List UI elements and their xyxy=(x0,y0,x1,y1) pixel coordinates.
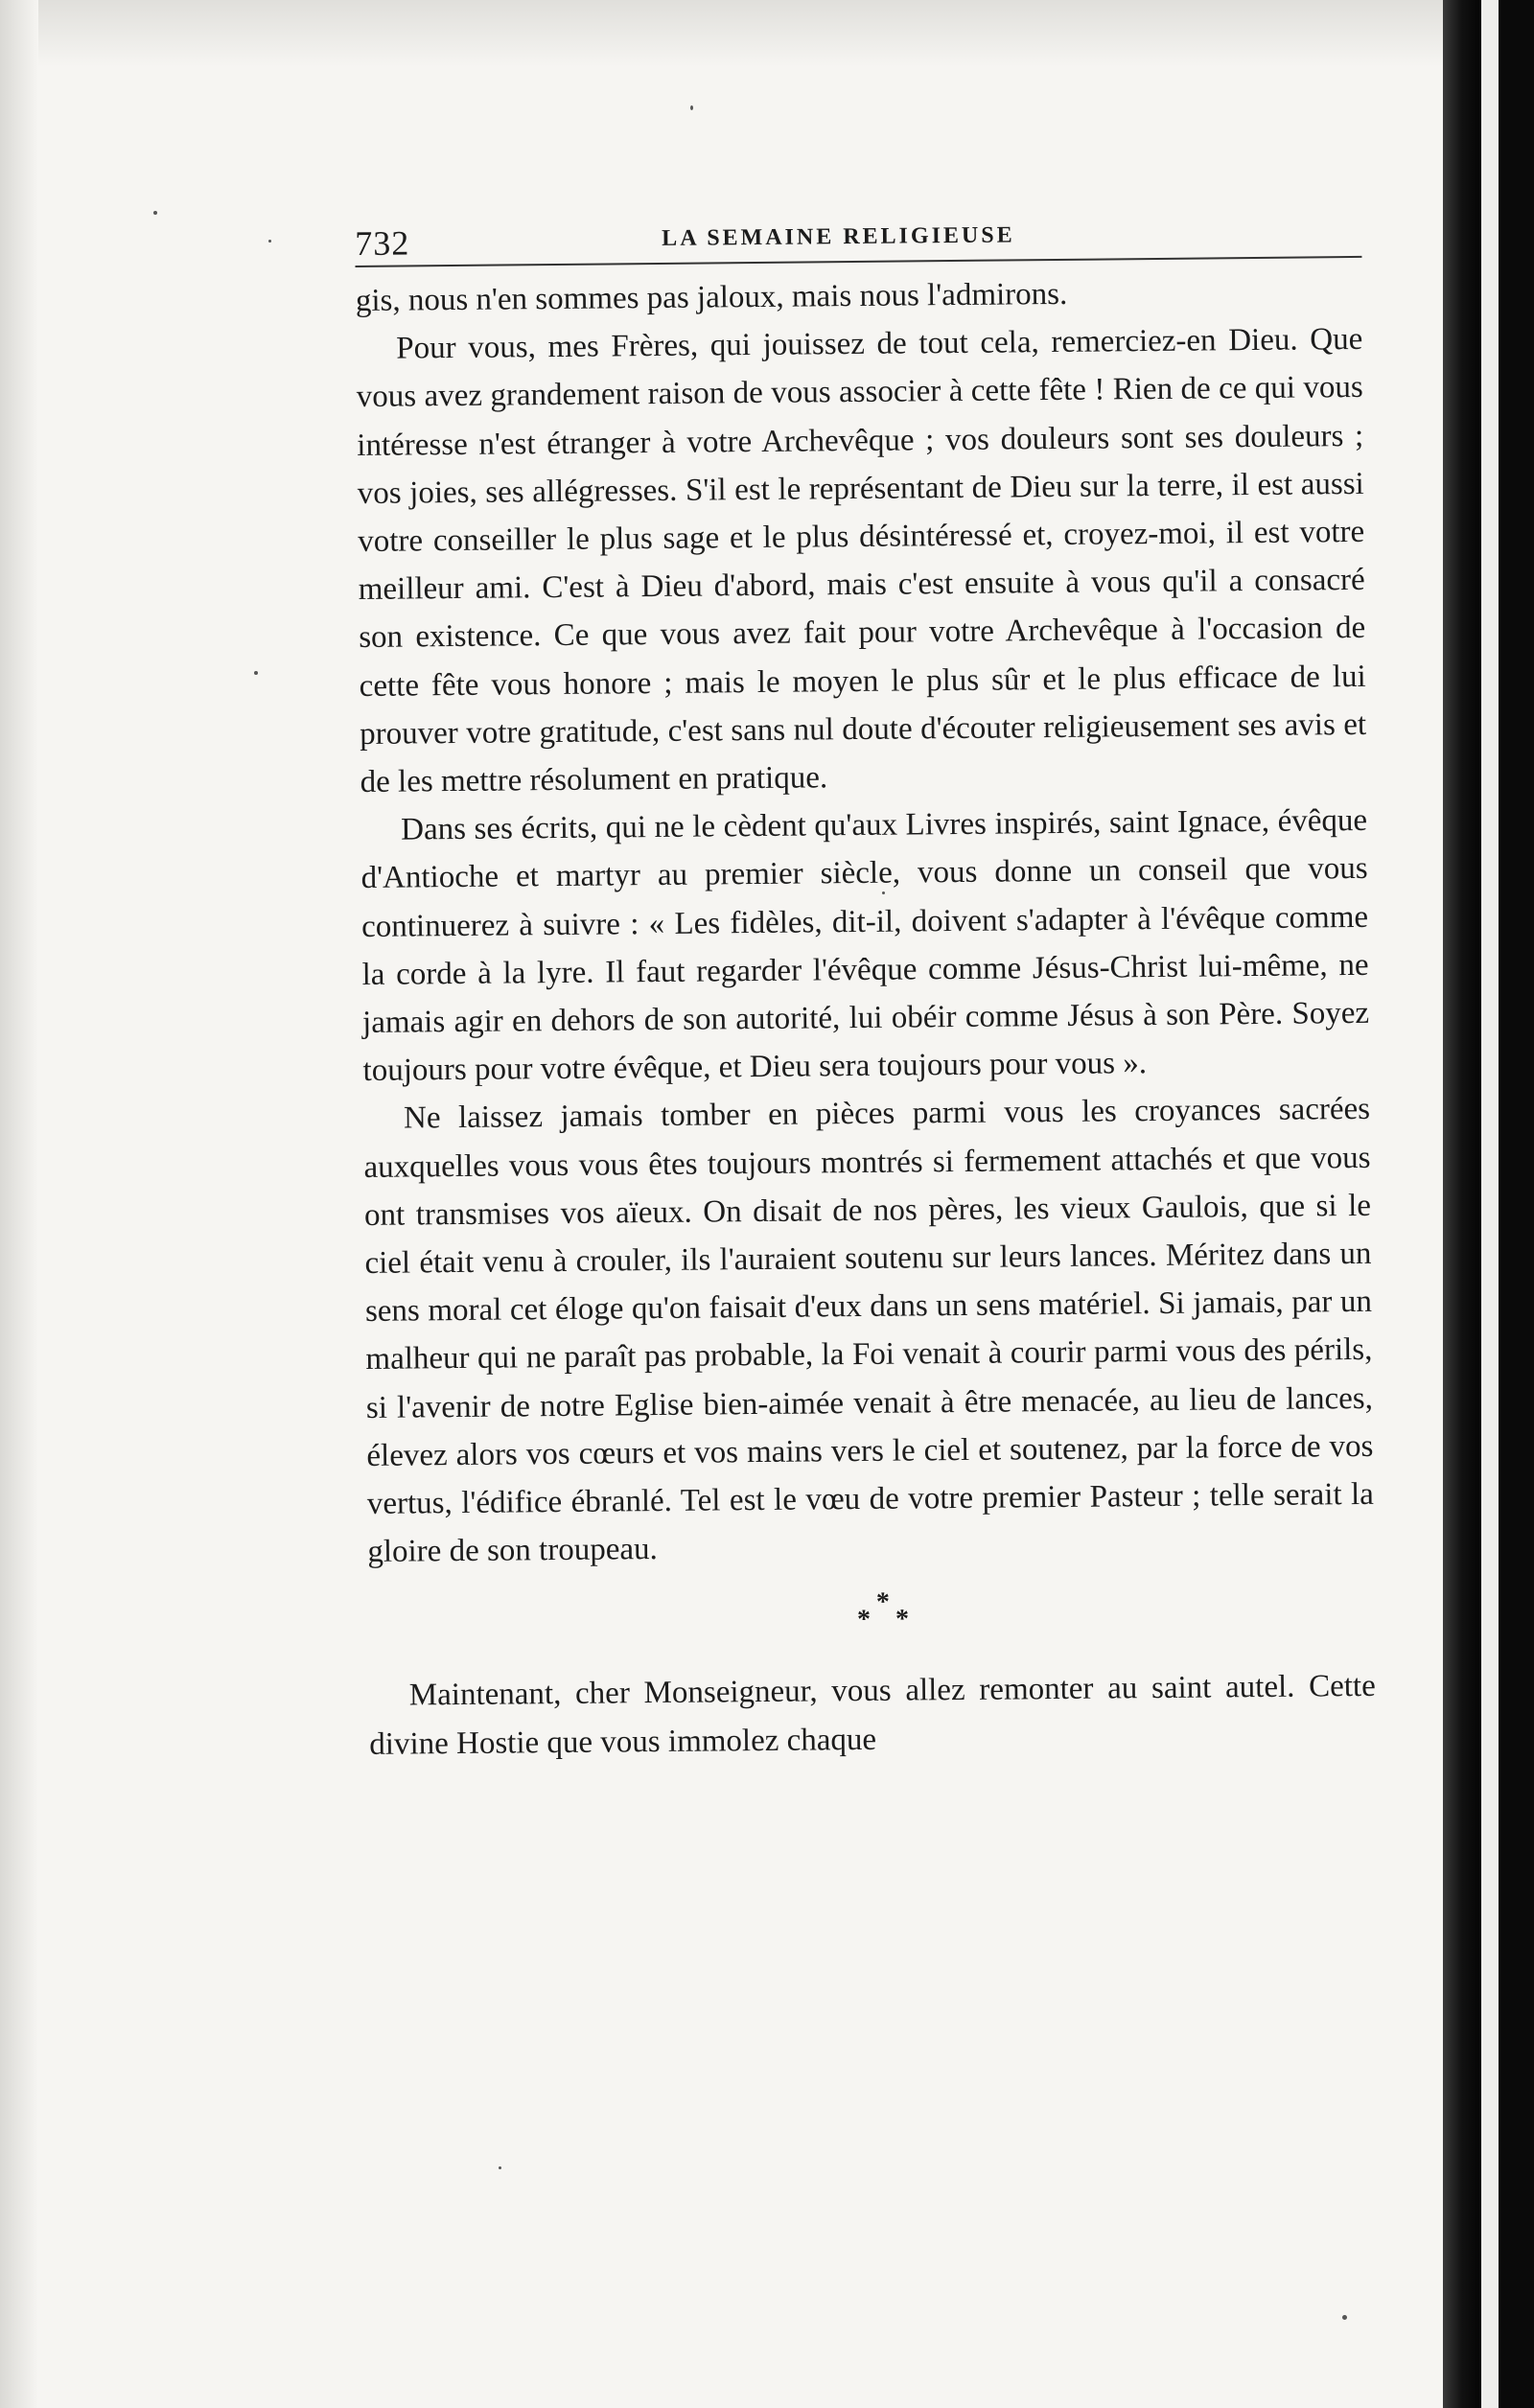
scan-speck xyxy=(690,105,693,110)
scan-speck xyxy=(153,211,157,215)
scan-border xyxy=(1499,0,1534,2408)
paragraph: Pour vous, mes Frères, qui jouissez de tout cela, remerciez-en Dieu. Que vous avez grandement raison de vous associer à cette fête ! Rien de ce qui vous intéresse n'est étranger à votre Archevêque ; vos douleurs sont ses douleurs ; vos joies, ses allégresses. S'il est le représentant de Dieu sur la terre, il est aussi votre conseiller le plus sage et le plus désintéressé et, croyez-moi, il est votre meilleur ami. C'est à Dieu d'abord, mais c'est ensuite à vous qu'il a consacré son existence. Ce que vous avez fait pour votre Archevêque à l'occasion de cette fête vous honore ; mais le moyen le plus sûr et le plus efficace de lui prouver votre gratitude, c'est sans nul doute d'écouter religieusement ses avis et de les mettre résolument en pratique. xyxy=(356,322,1367,800)
asterism-star: * xyxy=(856,1605,872,1635)
page-content xyxy=(355,206,1377,1769)
scan-speck xyxy=(268,240,271,243)
asterism-star: * xyxy=(895,1605,910,1635)
asterism-star: * xyxy=(875,1587,891,1618)
running-head xyxy=(355,206,1361,267)
left-shadow xyxy=(0,0,38,2408)
page-number: 732 xyxy=(355,223,410,263)
scan-speck xyxy=(499,2166,501,2169)
paragraph: Ne laissez jamais tomber en pièces parmi vous les croyances sacrées auxquelles vous vous êtes toujours montrés si fermement attachés et que vous ont transmises vos aïeux. On disait de nos pères, les vieux Gaulois, que si le ciel était venu à crouler, ils l'auraient soutenu sur leurs lances. Méritez dans un sens moral cet éloge qu'on faisait d'eux dans un sens matériel. Si jamais, par un malheur qui ne paraît pas probable, la Foi venait à courir parmi vous des périls, si l'avenir de notre Eglise bien-aimée venait à être menacée, au lieu de lances, élevez alors vos cœurs et vos mains vers le ciel et soutenez, par la force de vos vertus, l'édifice ébranlé. Tel est le vœu de votre premier Pasteur ; telle serait la gloire de son troupeau. xyxy=(363,1092,1375,1570)
top-shadow xyxy=(0,0,1443,67)
paragraph: Maintenant, cher Monseigneur, vous allez remonter au saint autel. Cette divine Hostie que vous immolez chaque xyxy=(369,1669,1376,1762)
paragraph: gis, nous n'en sommes pas jaloux, mais nous l'admirons. xyxy=(355,276,1068,318)
running-title: LA SEMAINE RELIGIEUSE xyxy=(662,222,1015,251)
scan-speck xyxy=(1342,2315,1347,2320)
paragraph: Dans ses écrits, qui ne le cèdent qu'aux Livres inspirés, saint Ignace, évêque d'Antioche et martyr au premier siècle, vous donne un conseil que vous continuerez à suivre : « Les fidèles, dit-il, doivent s'adapter à l'évêque comme la corde à la lyre. Il faut regarder l'évêque comme Jésus-Christ lui-même, ne jamais agir en dehors de son autorité, lui obéir comme Jésus à son Père. Soyez toujours pour votre évêque, et Dieu sera toujours pour vous ». xyxy=(360,803,1370,1089)
body-text xyxy=(356,267,1377,1769)
scan-speck xyxy=(254,671,258,675)
asterism xyxy=(368,1566,1376,1672)
adjacent-page-edge xyxy=(1481,0,1499,2408)
